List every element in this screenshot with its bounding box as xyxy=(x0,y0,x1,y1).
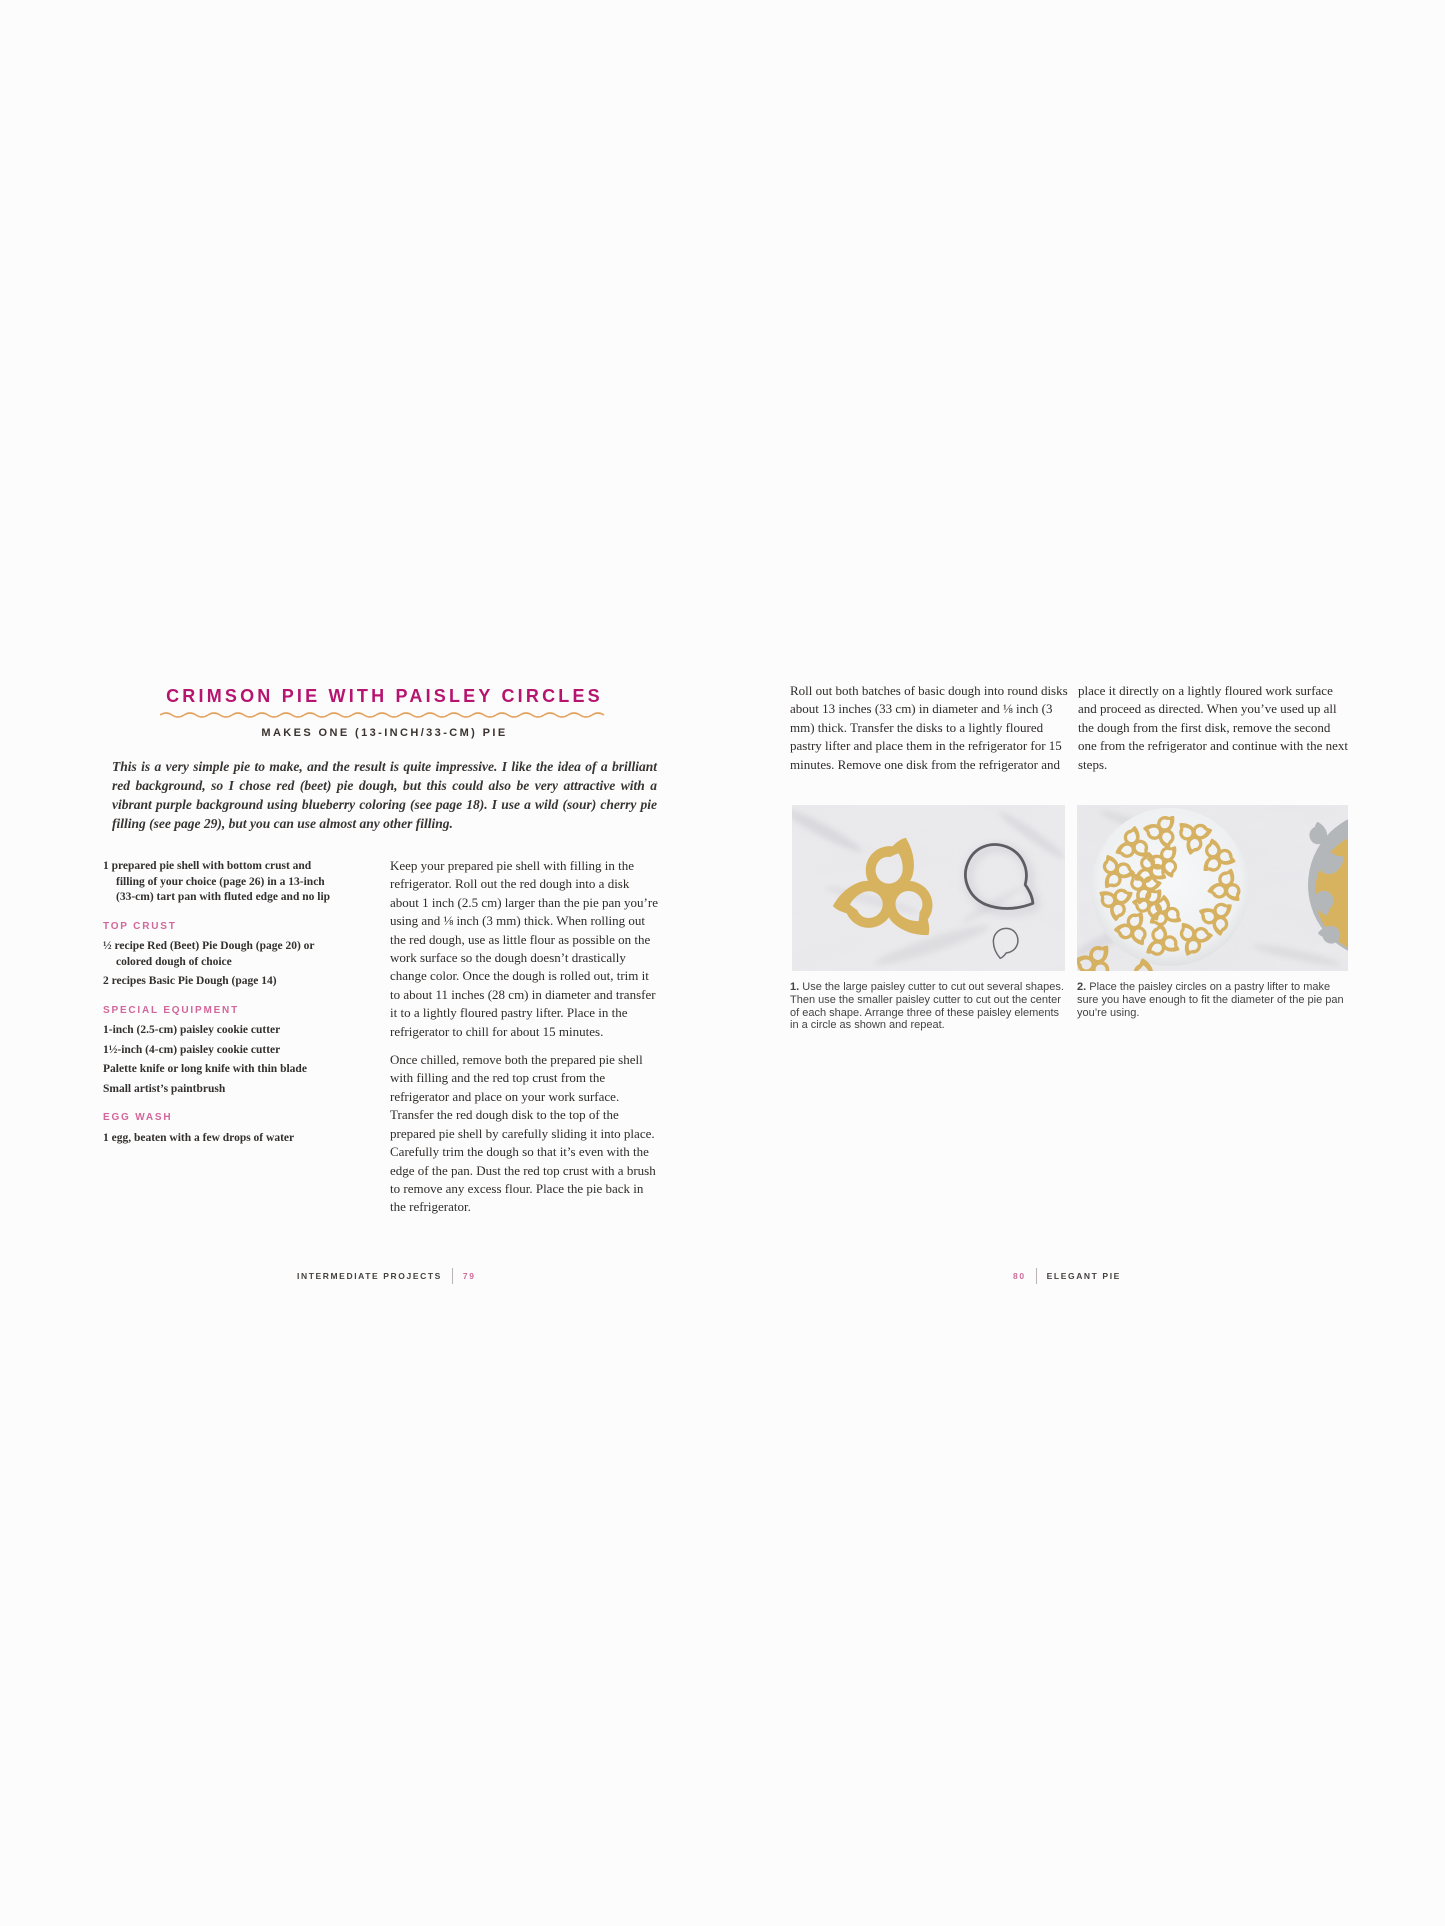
footer-section-label: INTERMEDIATE PROJECTS xyxy=(297,1271,442,1281)
step-number-1: 1. xyxy=(790,981,800,993)
ingredient-item: 1½-inch (4-cm) paisley cookie cutter xyxy=(103,1043,281,1056)
page-footer-right xyxy=(1013,1268,1121,1284)
ingredient-item: Palette knife or long knife with thin blade xyxy=(103,1063,307,1075)
footer-book-title: ELEGANT PIE xyxy=(1046,1271,1121,1281)
ingredients-column xyxy=(103,859,341,1150)
recipe-header xyxy=(112,686,657,739)
step-number-2: 2. xyxy=(1077,981,1087,993)
instructions-paragraph-1: Keep your prepared pie shell with filling in the refrigerator. Roll out the red dough into a disk about 1 inch (2.5 cm) larger than the pie pan you’re using and ⅛ inch (3 mm) thick. When rolling out the red dough, use as little flour as possible on the work surface so the dough doesn’t drastically change color. Once the dough is rolled out, trim it to about 11 inches (28 cm) in diameter and transfer it to a lightly floured pastry lifter. Place in the refrigerator to chill for about 15 minutes. xyxy=(390,858,658,1039)
ingredient-item: 1 prepared pie shell with bottom crust and filling of your choice (page 26) in a 13-inch (33-cm) tart pan with fluted edge and no lip xyxy=(103,860,331,903)
continuation-column-1: Roll out both batches of basic dough into round disks about 13 inches (33 cm) in diameter and ⅛ inch (3 mm) thick. Transfer the disks to a lightly floured pastry lifter and place them in the refrigerator for 15 minutes. Remove one disk from the refrigerator and xyxy=(790,683,1068,772)
footer-page-number-right: 80 xyxy=(1013,1271,1026,1281)
footer-divider xyxy=(452,1268,453,1284)
ingredients-heading-egg-wash: EGG WASH xyxy=(103,1112,173,1123)
ingredients-heading-special-equipment: SPECIAL EQUIPMENT xyxy=(103,1004,239,1016)
ingredient-item: ½ recipe Red (Beet) Pie Dough (page 20) or colored dough of choice xyxy=(103,940,315,968)
ingredient-item: Small artist’s paintbrush xyxy=(103,1082,226,1095)
ingredients-heading-top-crust: TOP CRUST xyxy=(103,920,177,932)
instructions-column xyxy=(390,857,658,1227)
footer-page-number-left: 79 xyxy=(462,1271,476,1281)
step-photo-1-image xyxy=(792,805,1065,971)
ingredient-item: 1 egg, beaten with a few drops of water xyxy=(103,1131,295,1144)
continuation-column-2: place it directly on a lightly floured work surface and proceed as directed. When you’ve used up all the dough from the first disk, remove the second one from the refrigerator and continue with the next steps. xyxy=(1078,683,1349,772)
wavy-underline xyxy=(160,710,610,719)
step-photo-1 xyxy=(792,805,1065,971)
ingredient-item: 2 recipes Basic Pie Dough (page 14) xyxy=(103,975,277,987)
instructions-paragraph-2: Once chilled, remove both the prepared pie shell with filling and the red top crust from the refrigerator and place on your work surface. Transfer the red dough disk to the top of the prepared pie shell by carefully sliding it into place. Carefully trim the dough so that it’s even with the edge of the pan. Dust the red top crust with a brush to remove any excess flour. Place the pie back in the refrigerator. xyxy=(390,1052,656,1215)
page-footer-left xyxy=(297,1268,476,1284)
step-caption-2-text: Place the paisley circles on a pastry lifter to make sure you have enough to fit the diameter of the pie pan you’re using. xyxy=(1077,981,1344,1019)
step-caption-1 xyxy=(790,981,1068,1032)
recipe-yield: MAKES ONE (13-INCH/33-CM) PIE xyxy=(261,726,508,739)
recipe-title: CRIMSON PIE WITH PAISLEY CIRCLES xyxy=(166,686,603,706)
recipe-intro: This is a very simple pie to make, and the result is quite impressive. I like the idea of a brilliant red background, so I chose red (beet) pie dough, but this could also be very attractive with a vibrant purple background using blueberry coloring (see page 18). I use a wild (sour) cherry pie filling (see page 29), but you can use almost any other filling. xyxy=(112,759,657,831)
step-caption-2 xyxy=(1077,981,1353,1019)
footer-divider xyxy=(1036,1268,1037,1284)
step-caption-1-text: Use the large paisley cutter to cut out several shapes. Then use the smaller paisley cutter to cut out the center of each shape. Arrange three of these paisley elements in a circle as shown and repeat. xyxy=(790,981,1064,1032)
step-photo-2 xyxy=(1077,805,1348,971)
ingredient-item: 1-inch (2.5-cm) paisley cookie cutter xyxy=(103,1024,281,1036)
step-photo-2-image xyxy=(1077,805,1348,971)
